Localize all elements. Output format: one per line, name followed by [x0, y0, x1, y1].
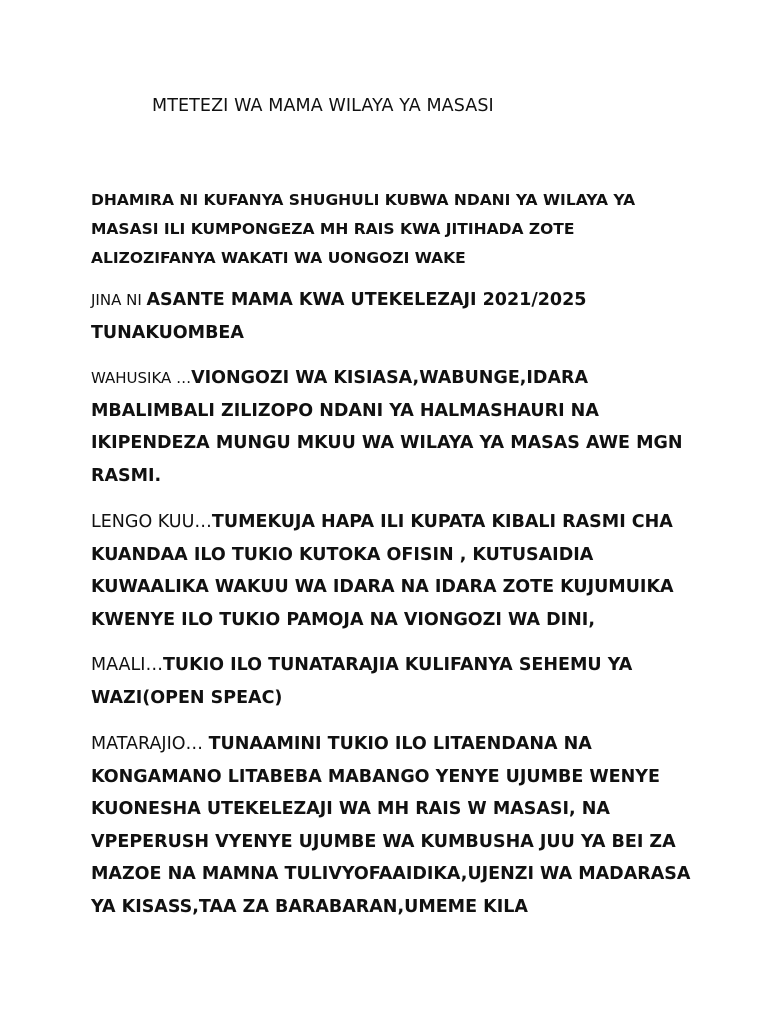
section-maali	[91, 649, 691, 714]
section-lengo-kuu	[91, 506, 691, 636]
section-value: TUMEKUJA HAPA ILI KUPATA KIBALI RASMI CHA KUANDAA ILO TUKIO KUTOKA OFISIN , KUTUSAIDIA KUWAALIKA WAKUU WA IDARA NA IDARA ZOTE KUJUMUIKA KWENYE ILO TUKIO PAMOJA NA VIONGOZI WA DINI,	[91, 512, 674, 630]
document-title: MTETEZI WA MAMA WILAYA YA MASASI	[152, 96, 494, 116]
section-label: JINA NI	[91, 291, 147, 309]
section-label: MATARAJIO…	[91, 734, 209, 754]
section-value: TUKIO ILO TUNATARAJIA KULIFANYA SEHEMU YA WAZI(OPEN SPEAC)	[91, 655, 633, 708]
section-value: TUNAAMINI TUKIO ILO LITAENDANA NA KONGAMANO LITABEBA MABANGO YENYE UJUMBE WENYE KUONESHA UTEKELEZAJI WA MH RAIS W MASASI, NA VPEPERUSH VYENYE UJUMBE WA KUMBUSHA JUU YA BEI ZA MAZOE NA MAMNA TULIVYOFAAIDIKA,UJENZI WA MADARASA YA KISASS,TAA ZA BARABARAN,UMEME KILA	[91, 734, 691, 917]
section-label: MAALI…	[91, 655, 163, 675]
section-matarajio	[91, 728, 691, 923]
section-label: WAHUSIKA …	[91, 369, 192, 387]
section-jina	[91, 284, 691, 349]
section-value: VIONGOZI WA KISIASA,WABUNGE,IDARA MBALIMBALI ZILIZOPO NDANI YA HALMASHAURI NA IKIPENDEZA MUNGU MKUU WA WILAYA YA MASAS AWE MGN RASMI.	[91, 368, 683, 486]
section-value: ASANTE MAMA KWA UTEKELEZAJI 2021/2025 TUNAKUOMBEA	[91, 290, 587, 343]
section-label: LENGO KUU…	[91, 512, 212, 532]
section-wahusika	[91, 362, 691, 492]
intro-paragraph: DHAMIRA NI KUFANYA SHUGHULI KUBWA NDANI YA WILAYA YA MASASI ILI KUMPONGEZA MH RAIS KWA JITIHADA ZOTE ALIZOZIFANYA WAKATI WA UONGOZI WAKE	[91, 191, 636, 267]
